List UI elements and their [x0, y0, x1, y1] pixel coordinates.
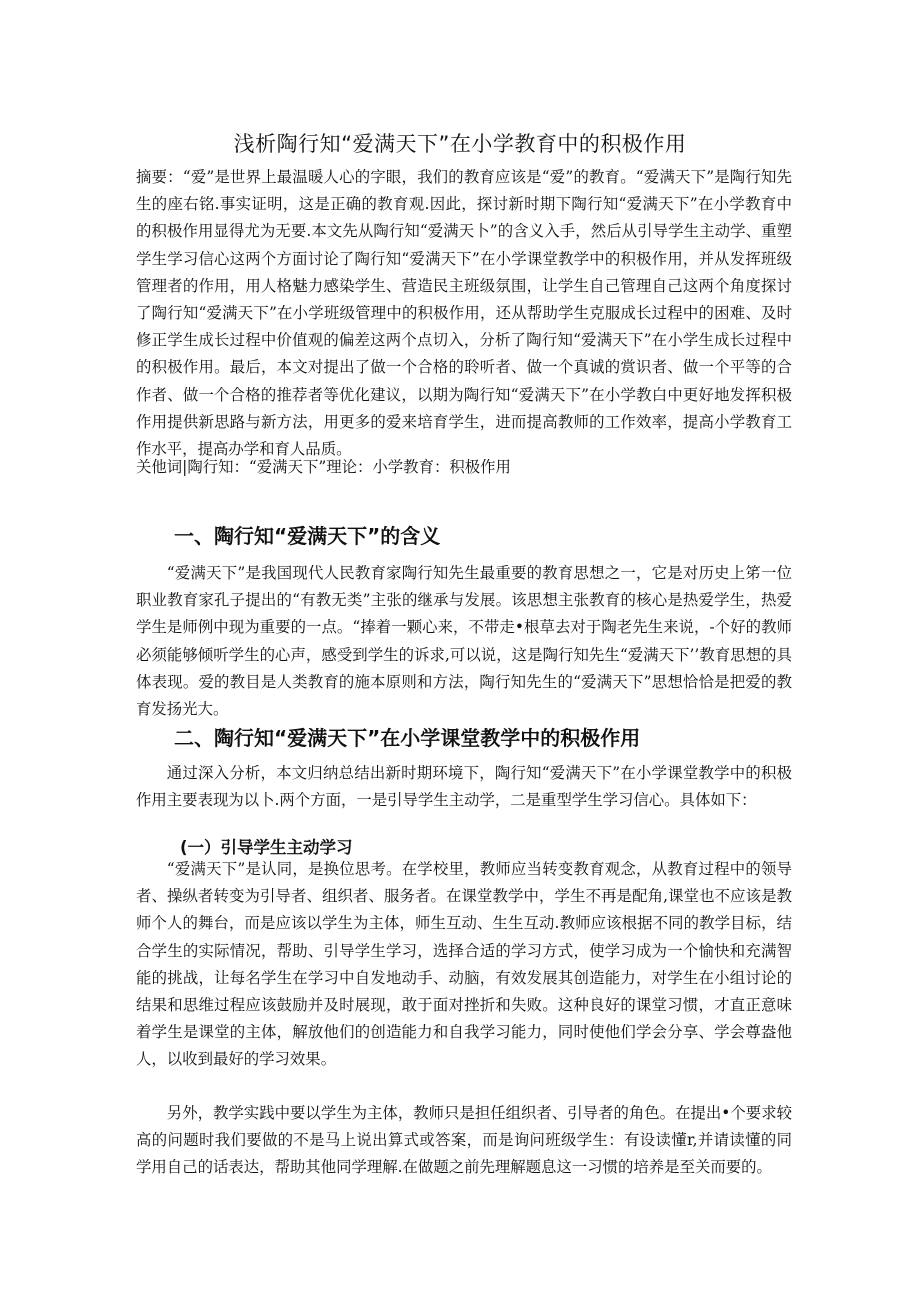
page-title: 浅析陶行知“爱满天下”在小学教育中的积极作用	[233, 132, 687, 156]
abstract-paragraph: 摘要：“爱”是世界上最温暖人心的字眼，我们的教育应该是“爱”的教育。“爱满天下”是陶行知先生的座右铭.事实证明，这是正确的教育观.因此，探讨新时期下陶行知“爱满天下”在小学教育中的积极作用显得尤为无要.本文先从陶行知“爱满天卜”的含义入手，然后从引导学生主动学、重塑学生学习信心这两个方面讨论了陶行知“爱满天下”在小学课堂教学中的积极作用，并从发挥班级管理者的作用，用人格魅力感染学生、营造民主班级氛围，让学生自己管理自己这两个角度探讨了陶行知“爱满天下”在小学班级管理中的积极作用，还从帮助学生克服成长过程中的困难、及时修正学生成长过程中价值观的偏差这两个点切入，分析了陶行知“爱满天下”在小学生成长过程中的积极作用。最后，本文对提出了做一个合格的聆听者、做一个真诚的赏识者、做一个平等的合作者、做一个合格的推荐者等优化建议，以期为陶行知“爱满天下”在小学教白中更好地发挥积极作用提供新思路与新方法，用更多的爱来培育学生，进而提高教师的工作效率，提高小学教育工作水平，提高办学和育人品质。	[136, 168, 792, 459]
subsection-1-heading: (一）引导学生主动学习	[180, 838, 353, 857]
subsection-1-paragraph-2: 另外，教学实践中要以学生为主体，教师只是担任组织者、引导者的角色。在提出•个要求较高的问题时我们要做的不是马上说出算式或答案，而是询问班级学生：有设读懂r,并请读懂的同学用自己的话表达，帮助其他同学理解.在做题之前先理解题息这一习惯的培养是至关而要的。	[136, 1104, 792, 1177]
subsection-1-paragraph-1: “爱满天下”是认同，是换位思考。在学校里，教师应当转变教育观念，从教育过程中的领导者、操纵者转变为引导者、组织者、服务者。在课堂教学中，学生不再是配角,课堂也不应该是教师个人的舞台，而是应该以学生为主体，师生互动、生生互动.教师应该根据不同的教学目标，结合学生的实际情况，帮助、引导学生学习，选择合适的学习方式，使学习成为一个愉快和充满智能的挑战，让每名学生在学习中自发地动手、动脑，有效发展其创造能力，对学生在小组讨论的结果和思维过程应该鼓励并及时展现，敢于面对挫折和失败。这种良好的课堂习惯，才直正意味着学生是课堂的主体，解放他们的创造能力和自我学习能力，同时使他们学会分享、学会尊盎他人，以收到最好的学习效果。	[136, 860, 792, 1069]
section-1-heading: 一、陶行知“爱满天下”的含义	[174, 524, 441, 548]
section-1-paragraph: “爱满天下”是我国现代人民教育家陶行知先生最重要的教育思想之一，它是对历史上笫一位职业教育家孔子提出的“有教无类”主张的继承与发展。该思想主张教育的核心是热爱学生，热爱学生是师例中现为重要的一点。“捧着一颗心来，不带走•根草去对于陶老先生来说，-个好的教师必须能够倾听学生的心声，感受到学生的诉求,可以说，这是陶行知先生“爱满天下’’教育思想的具体表现。爱的教目是人类教育的施本原则和方法，陶行知先生的“爱满天下”思想恰恰是把爱的教育发扬光大。	[136, 564, 792, 719]
section-2-heading: 二、陶行知“爱满天下”在小学课堂教学中的积极作用	[174, 726, 641, 750]
section-2-intro-paragraph: 通过深入分析，本文归纳总结出新时期环境下，陶行知“爱满天下”在小学课堂教学中的积极作用主要表现为以卜.两个方面，一是引导学生主动学，二是重型学生学习信心。具体如下：	[136, 764, 792, 810]
keywords-line: 关他词|陶行知：“爱满天下”理论：小学教育：积极作用	[136, 458, 511, 476]
